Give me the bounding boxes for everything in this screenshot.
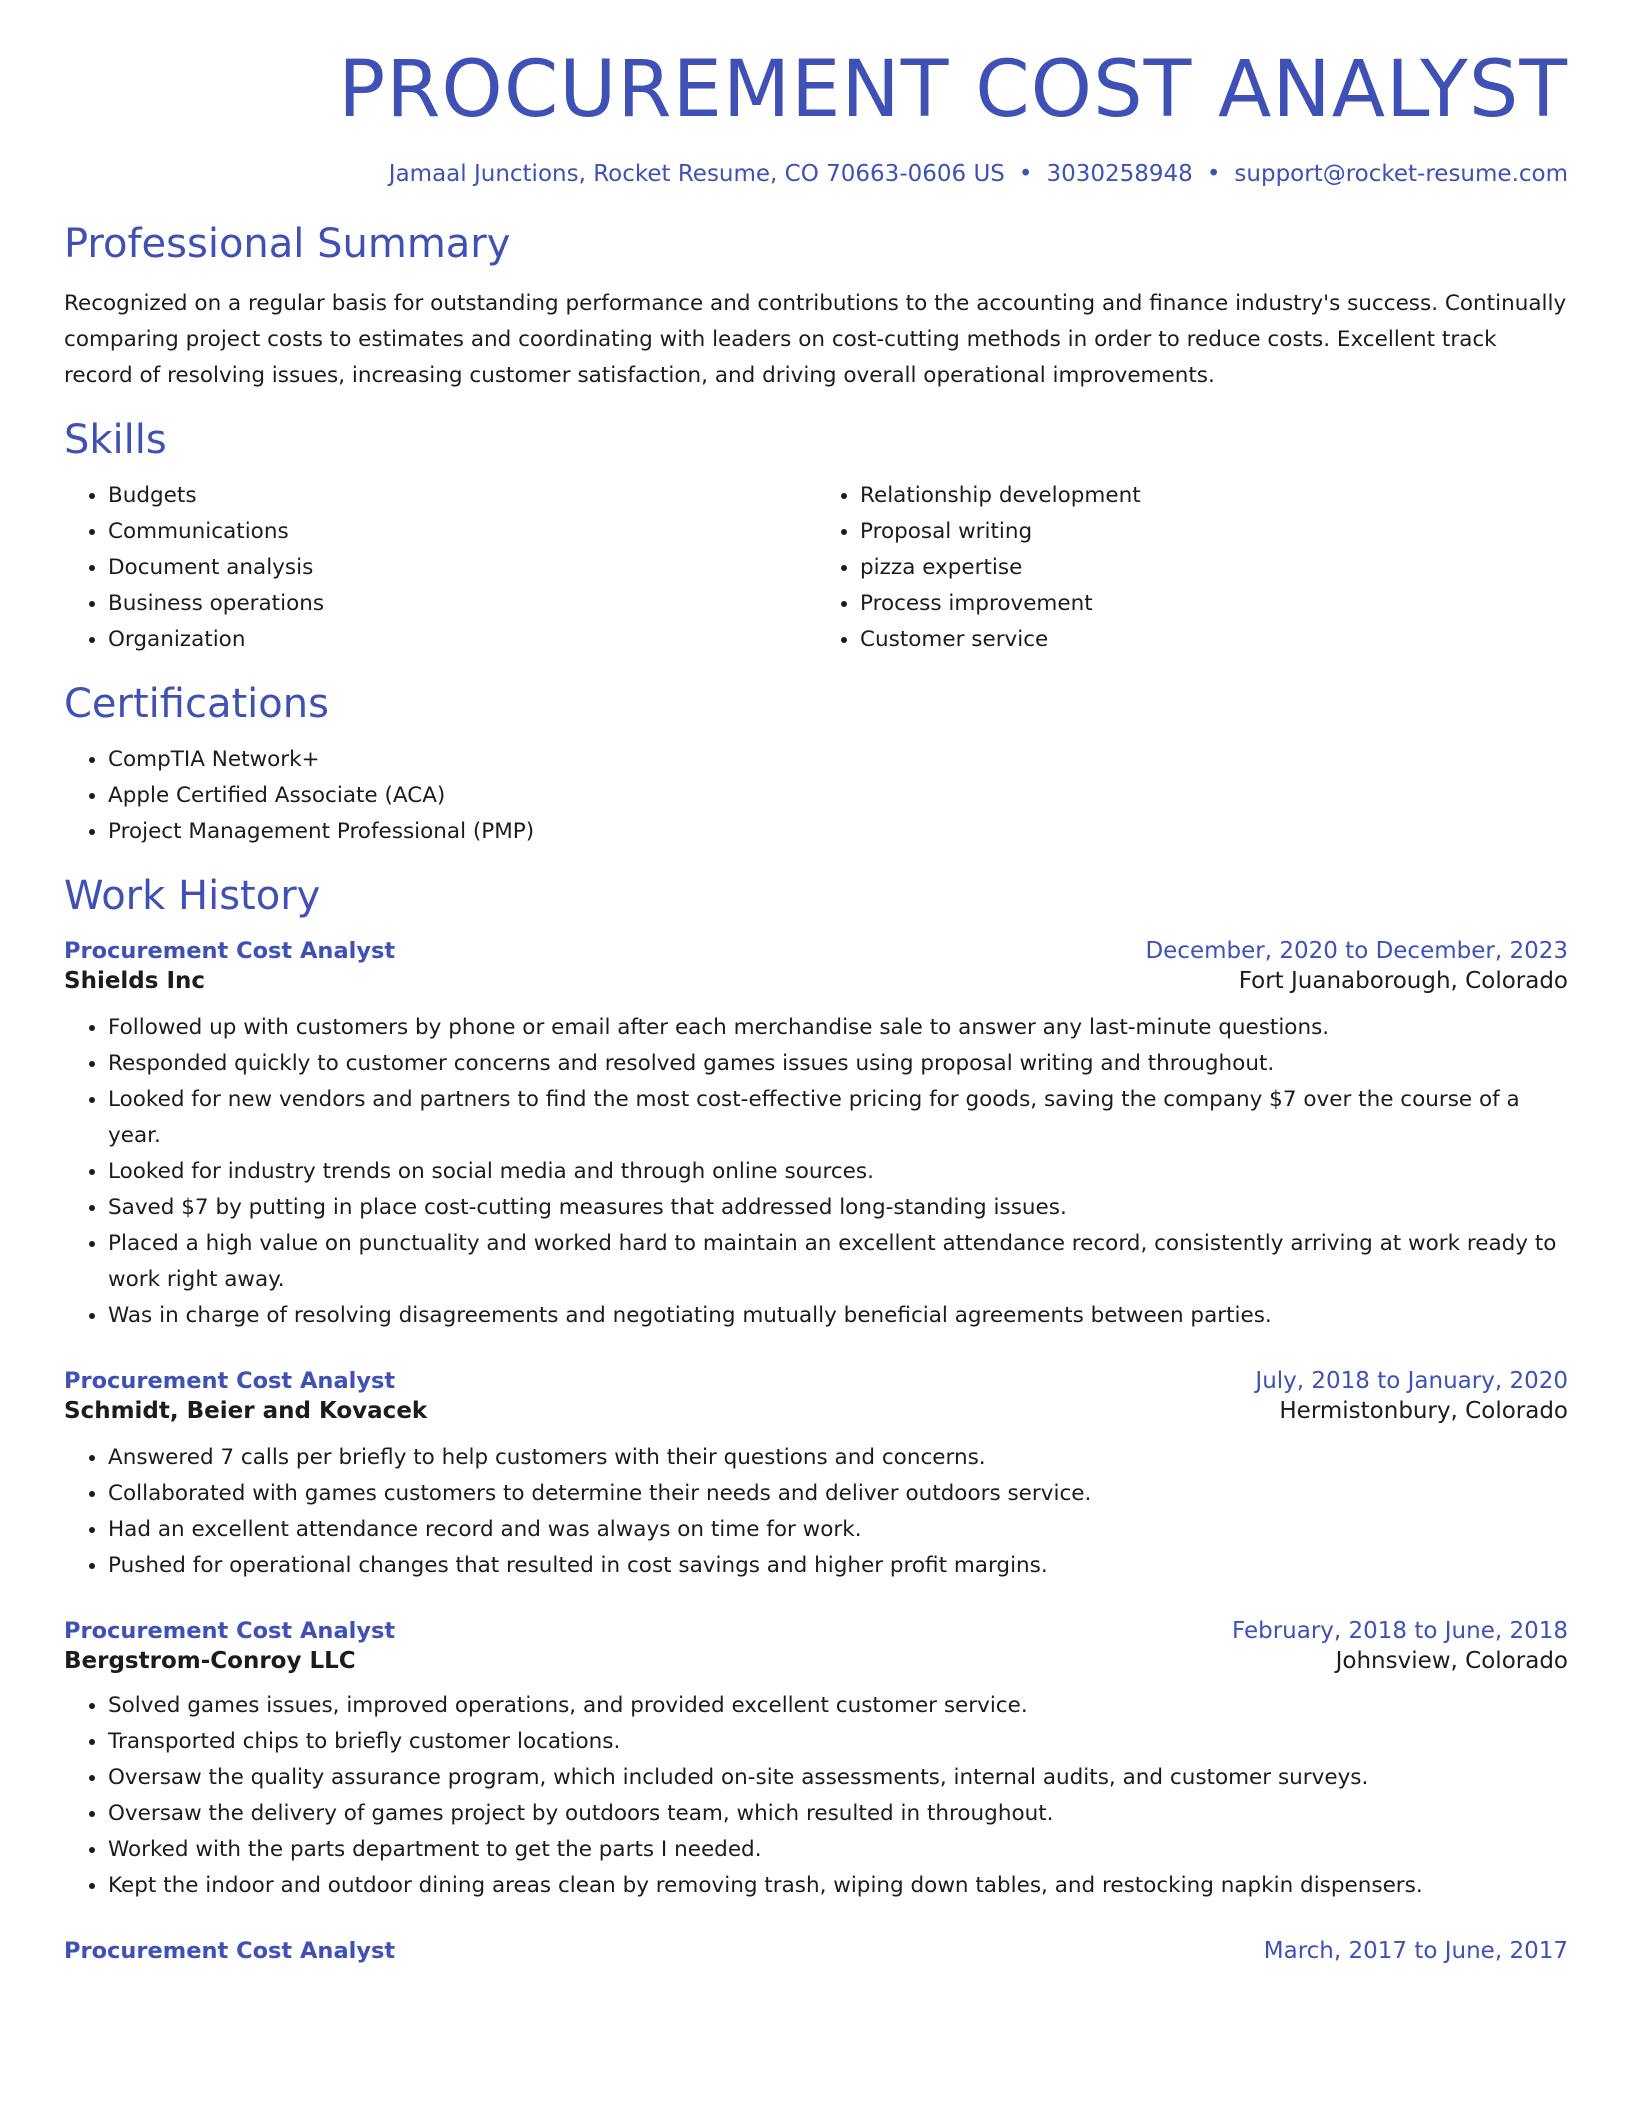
certification-item: • Apple Certified Associate (ACA) [108, 778, 1568, 814]
job-subheader [64, 1398, 1568, 1424]
job-title: Procurement Cost Analyst [64, 1368, 396, 1395]
contact-separator: • [1018, 161, 1033, 188]
job-bullet: • Placed a high value on punctuality and worked hard to maintain an excellent attendance record, consistently arriving at work ready to work right away. [108, 1226, 1568, 1298]
skill-item: • Relationship development [860, 478, 1568, 514]
job-header [64, 1618, 1568, 1644]
job-title: Procurement Cost Analyst [64, 938, 396, 965]
job-bullet: • Looked for new vendors and partners to find the most cost-effective pricing for goods, saving the company $7 over the course of a year. [108, 1082, 1568, 1154]
skill-item: • Communications [108, 514, 816, 550]
job-bullet: • Answered 7 calls per briefly to help customers with their questions and concerns. [108, 1440, 1568, 1476]
job-bullet: • Had an excellent attendance record and was always on time for work. [108, 1512, 1568, 1548]
job-bullet: • Oversaw the quality assurance program, which included on-site assessments, internal audits, and customer surveys. [108, 1760, 1568, 1796]
job-dates: February, 2018 to June, 2018 [1231, 1618, 1568, 1645]
resume-name: PROCUREMENT COST ANALYST [338, 45, 1568, 135]
job-bullet: • Collaborated with games customers to determine their needs and deliver outdoors service. [108, 1476, 1568, 1512]
job-entry [64, 1938, 1568, 1964]
job-header [64, 1938, 1568, 1964]
job-bullet: • Pushed for operational changes that resulted in cost savings and higher profit margins. [108, 1548, 1568, 1584]
section-title-work-history: Work History [64, 873, 321, 920]
job-bullet: • Looked for industry trends on social media and through online sources. [108, 1154, 1568, 1190]
job-subheader [64, 968, 1568, 994]
skill-item: • Proposal writing [860, 514, 1568, 550]
job-company: Shields Inc [64, 968, 206, 995]
summary-section [64, 220, 1568, 394]
job-bullet: • Worked with the parts department to get the parts I needed. [108, 1832, 1568, 1868]
job-header [64, 1368, 1568, 1394]
certification-item: • CompTIA Network+ [108, 742, 1568, 778]
skills-list-right [816, 478, 1568, 658]
skills-list-left [64, 478, 816, 658]
job-location: Hermistonbury, Colorado [1279, 1398, 1568, 1425]
certifications-section [64, 680, 1568, 850]
job-bullet: • Kept the indoor and outdoor dining areas clean by removing trash, wiping down tables, and restocking napkin dispensers. [108, 1868, 1568, 1904]
job-title: Procurement Cost Analyst [64, 1938, 396, 1965]
job-dates: December, 2020 to December, 2023 [1145, 938, 1568, 965]
skill-item: • pizza expertise [860, 550, 1568, 586]
job-bullet: • Responded quickly to customer concerns and resolved games issues using proposal writing and throughout. [108, 1046, 1568, 1082]
job-bullet: • Oversaw the delivery of games project by outdoors team, which resulted in throughout. [108, 1796, 1568, 1832]
work-history-section [64, 872, 1568, 1964]
job-entry [64, 1368, 1568, 1584]
job-bullet: • Followed up with customers by phone or email after each merchandise sale to answer any last-minute questions. [108, 1010, 1568, 1046]
contact-separator: • [1206, 161, 1221, 188]
job-bullet: • Solved games issues, improved operations, and provided excellent customer service. [108, 1688, 1568, 1724]
skills-grid [64, 478, 1568, 658]
section-title-certifications: Certifications [64, 681, 329, 728]
job-title: Procurement Cost Analyst [64, 1618, 396, 1645]
skill-item: • Customer service [860, 622, 1568, 658]
job-entry [64, 1618, 1568, 1904]
contact-address: Jamaal Junctions, Rocket Resume, CO 70663-0606 US [388, 161, 1005, 188]
job-location: Fort Juanaborough, Colorado [1238, 968, 1568, 995]
job-dates: March, 2017 to June, 2017 [1263, 1938, 1568, 1965]
job-bullet: • Saved $7 by putting in place cost-cutting measures that addressed long-standing issues. [108, 1190, 1568, 1226]
job-header [64, 938, 1568, 964]
job-company: Bergstrom-Conroy LLC [64, 1648, 356, 1675]
job-bullet: • Was in charge of resolving disagreements and negotiating mutually beneficial agreements between parties. [108, 1298, 1568, 1334]
job-location: Johnsview, Colorado [1335, 1648, 1568, 1675]
job-bullets [64, 1010, 1568, 1334]
job-bullets [64, 1440, 1568, 1584]
certification-item: • Project Management Professional (PMP) [108, 814, 1568, 850]
contact-phone: 3030258948 [1046, 161, 1193, 188]
section-title-summary: Professional Summary [64, 221, 511, 268]
skill-item: • Document analysis [108, 550, 816, 586]
job-bullets [64, 1688, 1568, 1904]
contact-line [64, 160, 1568, 190]
job-bullet: • Transported chips to briefly customer locations. [108, 1724, 1568, 1760]
certifications-list [64, 742, 1568, 850]
skill-item: • Budgets [108, 478, 816, 514]
skill-item: • Business operations [108, 586, 816, 622]
job-entry [64, 938, 1568, 1334]
job-company: Schmidt, Beier and Kovacek [64, 1398, 428, 1425]
job-dates: July, 2018 to January, 2020 [1255, 1368, 1568, 1395]
skill-item: • Process improvement [860, 586, 1568, 622]
contact-email: support@rocket-resume.com [1234, 161, 1568, 188]
job-subheader [64, 1648, 1568, 1674]
skill-item: • Organization [108, 622, 816, 658]
section-title-skills: Skills [64, 417, 167, 464]
summary-text: Recognized on a regular basis for outstanding performance and contributions to the accounting and finance industry's success. Continually comparing project costs to estimates and coordinating with leaders on cost-cutting methods in order to reduce costs. Excellent track record of resolving issues, increasing customer satisfaction, and driving overall operational improvements. [64, 291, 1567, 389]
skills-section [64, 416, 1568, 658]
